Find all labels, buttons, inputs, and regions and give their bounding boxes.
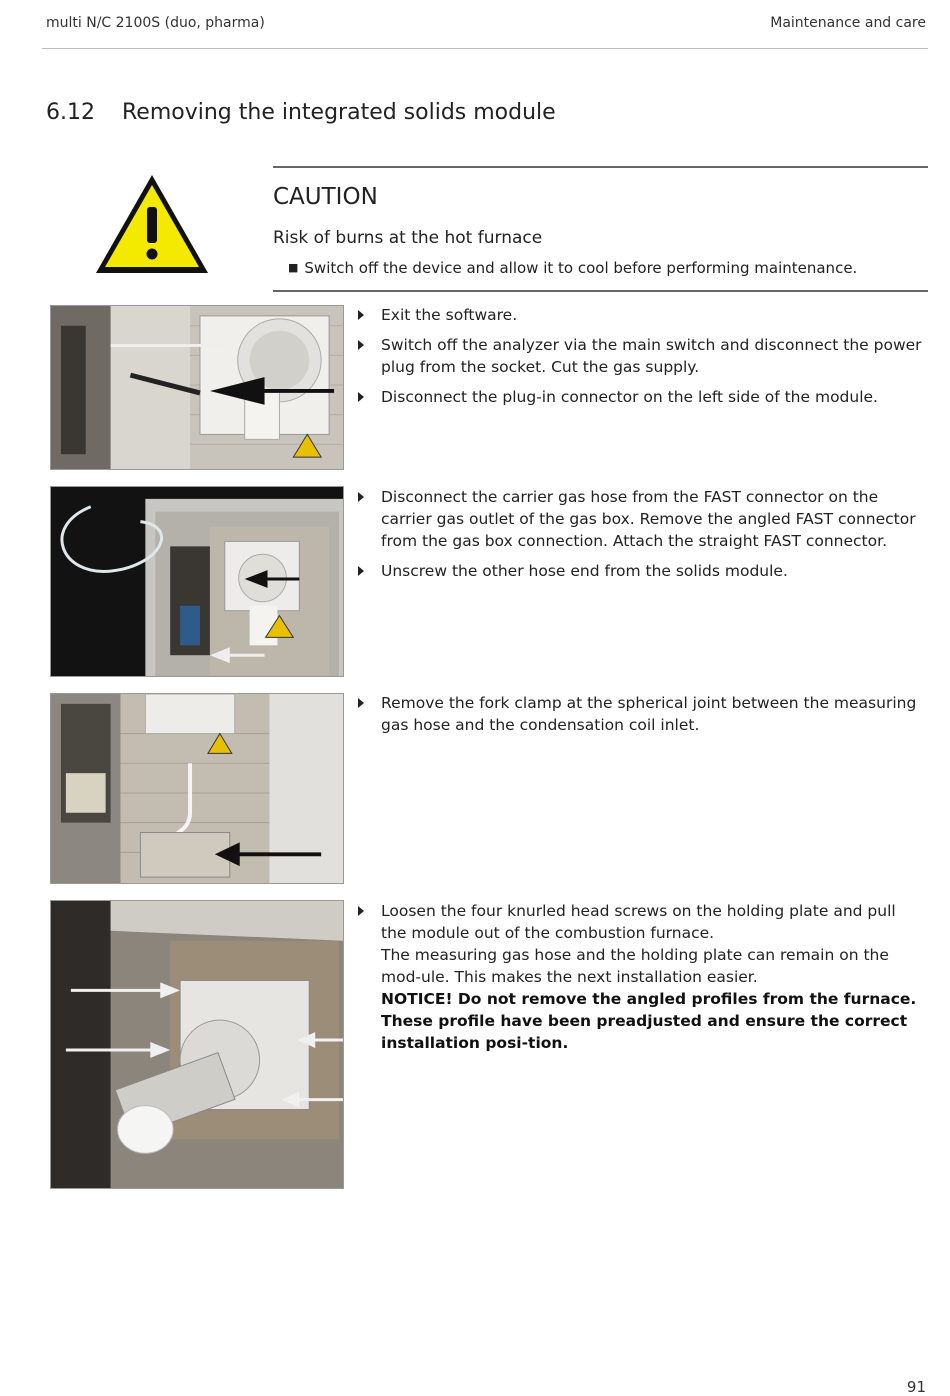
- triangle-bullet-icon: [358, 310, 364, 320]
- section-heading: [46, 100, 556, 125]
- step-text: Exit the software.: [381, 306, 518, 324]
- square-bullet-icon: ■: [288, 261, 299, 274]
- triangle-bullet-icon: [358, 698, 364, 708]
- caution-list-item: [288, 259, 857, 277]
- running-header-chapter: Maintenance and care: [770, 15, 926, 31]
- caution-bottom-rule: [273, 290, 928, 292]
- triangle-bullet-icon: [358, 392, 364, 402]
- caution-title: CAUTION: [273, 184, 378, 210]
- step-item: [357, 386, 922, 408]
- section-number: 6.12: [46, 100, 95, 125]
- step-item: [357, 304, 922, 326]
- triangle-bullet-icon: [358, 906, 364, 916]
- triangle-bullet-icon: [358, 566, 364, 576]
- running-header-product: multi N/C 2100S (duo, pharma): [46, 15, 265, 31]
- steps-group-1: [357, 304, 922, 416]
- header-divider: [42, 48, 928, 49]
- step-item: [357, 692, 922, 736]
- step-text: Loosen the four knurled head screws on the holding plate and pull the module out of the combustion furnace.: [381, 902, 896, 942]
- step-text: Switch off the analyzer via the main switch and disconnect the power plug from the socket. Cut the gas supply.: [381, 336, 922, 376]
- triangle-bullet-icon: [358, 340, 364, 350]
- section-title: Removing the integrated solids module: [122, 100, 556, 125]
- page-number: 91: [906, 1378, 926, 1396]
- step-item: [357, 334, 922, 378]
- caution-subtitle: Risk of burns at the hot furnace: [273, 228, 543, 248]
- warning-triangle-icon: [93, 172, 211, 276]
- steps-group-3: [357, 692, 922, 744]
- caution-item-text: Switch off the device and allow it to cool before performing maintenance.: [304, 259, 858, 277]
- step-text: Remove the fork clamp at the spherical joint between the measuring gas hose and the condensation coil inlet.: [381, 694, 917, 734]
- step-text: Unscrew the other hose end from the solids module.: [381, 562, 788, 580]
- triangle-bullet-icon: [358, 492, 364, 502]
- caution-top-rule: [273, 166, 928, 168]
- photo-plug-in-connector: [50, 305, 344, 470]
- photo-carrier-gas-hose: [50, 486, 344, 677]
- photo-fork-clamp: [50, 693, 344, 884]
- steps-group-4: [357, 900, 922, 1062]
- step-item: [357, 900, 922, 1054]
- step-notice: NOTICE! Do not remove the angled profiles from the furnace. These profile have been preadjusted and ensure the correct installation posi-tion.: [381, 990, 917, 1052]
- photo-knurled-screws: [50, 900, 344, 1189]
- step-item: [357, 486, 922, 552]
- step-text: Disconnect the carrier gas hose from the FAST connector on the carrier gas outlet of the gas box. Remove the angled FAST connector from the gas box connection. Attach the straight FAST connector.: [381, 488, 916, 550]
- step-item: [357, 560, 922, 582]
- step-note: The measuring gas hose and the holding plate can remain on the mod-ule. This makes the next installation easier.: [381, 946, 889, 986]
- steps-group-2: [357, 486, 922, 590]
- step-text: Disconnect the plug-in connector on the left side of the module.: [381, 388, 878, 406]
